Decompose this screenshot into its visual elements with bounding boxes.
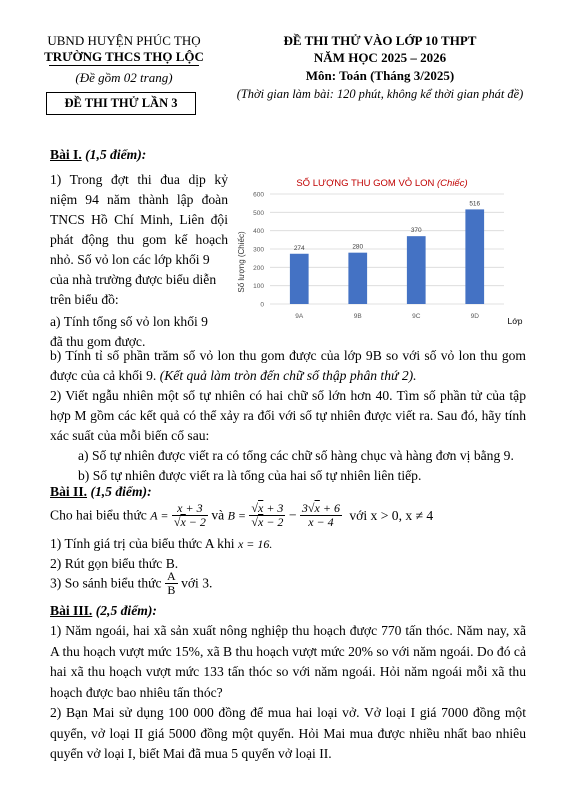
time-note: (Thời gian làm bài: 120 phút, không kể thời gian phát đề): [236, 87, 524, 101]
y-axis-label: Số lượng (Chiếc): [237, 231, 246, 293]
rounding-note: (Kết quả làm tròn đến chữ số thập phân thứ 2).: [159, 368, 417, 383]
expr-b-fraction1: $\frac{√x + 3}{√x - 2}$: [251, 501, 284, 529]
x-tick-label: 9D: [470, 313, 479, 320]
bar-9b: [348, 253, 367, 304]
ratio-a-over-b: $\frac{A}{B}$: [166, 569, 176, 597]
bai1-question-b: b) Tính tỉ số phần trăm số vỏ lon thu gom được của lớp 9B so với số vỏ lon thu gom được của cả khối 9. (Kết quả làm tròn đến chữ số thập phân thứ 2).: [50, 348, 526, 383]
y-tick-label: 600: [253, 191, 264, 199]
exam-attempt-badge: ĐỀ THI THỬ LẦN 3: [46, 92, 196, 115]
header-right: [220, 33, 540, 103]
header-divider: [49, 65, 199, 66]
bai2-q3: 3) So sánh biểu thức $\frac{A}{B}$ với 3.: [50, 569, 213, 597]
subject-line: Môn: Toán (Tháng 3/2025): [305, 68, 455, 83]
data-label: 370: [410, 227, 422, 235]
bai1-line: niệm 94 năm thành lập đoàn: [50, 192, 228, 207]
chart-title: SỐ LƯỢNG THU GOM VỎ LON (Chiếc): [296, 178, 468, 189]
x-tick-label: 9C: [412, 313, 421, 320]
school-name: TRƯỜNG THCS THỌ LỘC: [44, 49, 204, 64]
bai3-part1: 1) Năm ngoái, hai xã sản xuất nông nghiệp thu hoạch được 770 tấn thóc. Năm nay, xã A thu hoạch vượt mức 15%, xã B thu hoạch vượt mức 20% so với năm ngoái. Do đó cả hai xã thu hoạch vượt mức 133 tấn thóc so với năm ngoái. Hỏi năm ngoái mỗi xã thu hoạch được bao nhiêu tấn thóc?: [50, 623, 526, 700]
bai1-question-a-line: đã thu gom được.: [50, 334, 146, 349]
bai1-heading: Bài I. (1,5 điểm):: [50, 147, 147, 162]
bai2-q2: 2) Rút gọn biểu thức B.: [50, 556, 179, 571]
x-tick-label: 9A: [295, 313, 304, 320]
data-label: 516: [469, 200, 481, 208]
bar-chart: [232, 168, 532, 334]
exam-title: ĐỀ THI THỬ VÀO LỚP 10 THPT: [283, 33, 477, 48]
x-tick-label: 9B: [353, 313, 362, 320]
bai2-q1: 1) Tính giá trị của biểu thức A khi x = 16.: [50, 536, 273, 551]
bai1-event-b: b) Số tự nhiên được viết ra là tổng của hai số tự nhiên liên tiếp.: [78, 468, 422, 483]
bai1-part2-text: 2) Viết ngẫu nhiên một số tự nhiên có hai chữ số lớn hơn 40. Tìm số phần tử của tập hợp M gồm các kết quả có thể xảy ra đối với số tự nhiên được viết ra. Sau đó, hãy tính xác suất của mỗi biến cố sau:: [50, 388, 526, 443]
y-tick-label: 100: [253, 283, 264, 291]
page-count-note: (Đề gồm 02 trang): [75, 70, 173, 85]
bai2-expressions: Cho hai biểu thức A = $\frac{x + 3}{√x - 2}$ và B = $\frac{√x + 3}{√x - 2}$ − $\frac{3√x + 6}{x - 4}$ với x > 0, x ≠ 4: [50, 501, 434, 529]
bai1-line: TNCS Hồ Chí Minh, Liên đội: [50, 212, 228, 227]
y-tick-label: 400: [253, 228, 264, 236]
bar-9a: [290, 254, 309, 304]
school-year: NĂM HỌC 2025 – 2026: [313, 50, 447, 65]
expr-a-label: A =: [150, 508, 169, 523]
y-tick-label: 0: [260, 301, 264, 309]
bai3-part2: 2) Bạn Mai sử dụng 100 000 đồng để mua hai loại vở. Vở loại I giá 7000 đồng một quyển, vở loại II giá 5000 đồng một quyển. Hỏi Mai mua được nhiều nhất bao nhiêu quyển vở loại I, biết Mai đã mua 5 quyển vở loại II.: [50, 705, 526, 761]
district-name: UBND HUYỆN PHÚC THỌ: [47, 33, 201, 48]
bai1-event-a: a) Số tự nhiên được viết ra có tổng các chữ số hàng chục và hàng đơn vị bằng 9.: [78, 448, 514, 463]
data-label: 274: [293, 244, 305, 252]
expr-b-fraction2: $\frac{3√x + 6}{x - 4}$: [301, 501, 340, 529]
bai1-line: nhỏ. Số vỏ lon các lớp khối 9: [50, 252, 210, 267]
condition: với x > 0, x ≠ 4: [349, 507, 434, 523]
bai1-question-a-line: a) Tính tổng số vỏ lon khối 9: [50, 314, 208, 329]
bar-9d: [465, 209, 484, 304]
bai3-heading: Bài III. (2,5 điểm):: [50, 603, 157, 618]
bai1-part1-text: [50, 170, 228, 352]
bai2-heading: Bài II. (1,5 điểm):: [50, 484, 152, 499]
y-tick-label: 200: [253, 264, 264, 272]
expr-a-fraction: $\frac{x + 3}{√x - 2}$: [173, 501, 206, 529]
y-tick-label: 300: [253, 246, 264, 254]
header-left: [26, 33, 222, 87]
chart-bars: [290, 200, 484, 320]
expr-b-label: B =: [227, 508, 246, 523]
bai1-line: trên biểu đồ:: [50, 292, 119, 307]
bai1-line: phát động thu gom kế hoạch: [50, 232, 228, 247]
bar-9c: [407, 236, 426, 304]
bai1-line: 1) Trong đợt thi đua dịp kỷ: [50, 172, 228, 187]
bai1-line: của nhà trường được biểu diễn: [50, 272, 217, 287]
y-tick-label: 500: [253, 209, 264, 217]
data-label: 280: [352, 243, 364, 251]
x-axis-label: Lớp: [507, 316, 523, 326]
